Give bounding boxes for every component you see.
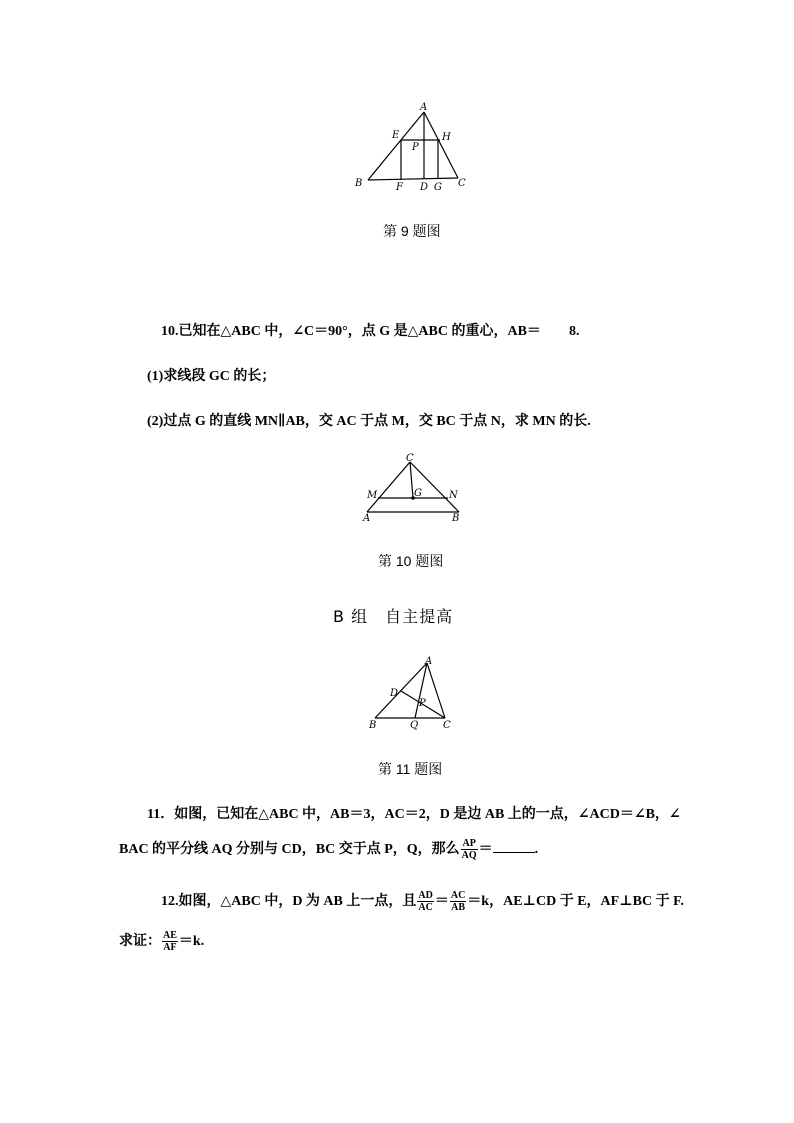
q10-part-2: (2)过点 G 的直线 MN∥AB，交 AC 于点 M，交 BC 于点 N，求 MN 的长. xyxy=(147,414,591,429)
fig10-side-ca xyxy=(367,462,410,512)
q11-line-1: 11．如图，已知在△ABC 中，AB＝3，AC＝2，D 是边 AB 上的一点，∠ACD＝∠B，∠ xyxy=(147,807,681,822)
fig9-side-bc xyxy=(368,178,458,180)
q10-ab-value: 8. xyxy=(568,324,580,339)
fig11-label-q: Q xyxy=(410,720,419,731)
figure-10-caption: 第 10 题图 xyxy=(378,553,444,569)
q11-fraction-ap-aq xyxy=(461,838,478,861)
fig10-label-g: G xyxy=(414,488,422,499)
fig11-bisector-aq xyxy=(415,663,427,718)
fig10-label-c: C xyxy=(406,453,414,464)
q11-frac-denominator: AQ xyxy=(461,850,477,862)
figure-9-diagram xyxy=(350,100,470,195)
q11-text-2: BAC 的平分线 AQ 分别与 CD，BC 交于点 P，Q，那么 xyxy=(119,842,460,857)
fig9-label-c: C xyxy=(458,178,466,189)
q10-part-1: (1)求线段 GC 的长； xyxy=(147,369,276,384)
fig11-label-p: P xyxy=(419,698,426,709)
fig9-label-f: F xyxy=(396,182,403,193)
q12-text-2b: ＝k. xyxy=(178,934,205,949)
figure-9-caption: 第 9 题图 xyxy=(383,223,441,239)
q11-equals: ＝ xyxy=(478,842,493,857)
q11-frac-numerator: AP xyxy=(462,838,476,850)
q11-answer-blank[interactable] xyxy=(493,840,535,853)
q12-text-1: 12.如图，△ABC 中，D 为 AB 上一点，且 xyxy=(161,894,417,909)
q12-fraction-ae-af xyxy=(162,930,178,953)
q12-line-1 xyxy=(161,890,684,913)
q12-frac1-denominator: AC xyxy=(418,902,433,914)
q12-equals-1: ＝ xyxy=(434,894,449,909)
q12-frac1-numerator: AD xyxy=(418,890,433,902)
q12-prove-label: 求证： xyxy=(119,934,161,949)
fig9-label-d: D xyxy=(420,182,429,193)
fig10-label-b: B xyxy=(452,513,460,524)
fig11-side-ac xyxy=(427,663,445,718)
fig11-label-d: D xyxy=(390,688,399,699)
q12-frac3-numerator: AE xyxy=(163,930,177,942)
fig9-label-e: E xyxy=(392,130,400,141)
fig9-label-a: A xyxy=(420,102,428,113)
q12-frac2-numerator: AC xyxy=(450,890,466,902)
fig10-side-cb xyxy=(410,462,459,512)
fig10-label-n: N xyxy=(449,490,458,501)
q10-text: 10.已知在△ABC 中，∠C＝90°，点 G 是△ABC 的重心，AB＝ xyxy=(161,324,541,339)
q12-line-2 xyxy=(119,930,204,953)
figure-11-caption: 第 11 题图 xyxy=(378,761,443,777)
fig11-side-ab xyxy=(375,663,427,718)
section-heading: B 组 自主提高 xyxy=(333,607,454,626)
fig11-label-a: A xyxy=(425,656,433,667)
fig11-label-c: C xyxy=(443,720,451,731)
q12-frac3-denominator: AF xyxy=(163,942,177,954)
figure-11-diagram xyxy=(365,655,460,735)
fig10-segment-cg xyxy=(410,462,413,498)
fig10-label-a: A xyxy=(363,513,371,524)
fig9-label-h: H xyxy=(442,132,451,143)
fig11-label-b: B xyxy=(369,720,377,731)
q12-frac2-denominator: AB xyxy=(451,902,466,914)
q11-line-2 xyxy=(119,838,538,861)
q12-fraction-ad-ac xyxy=(417,890,433,913)
fig9-label-p: P xyxy=(412,142,419,153)
fig10-label-m: M xyxy=(367,490,378,501)
fig9-label-g: G xyxy=(434,182,442,193)
fig9-label-b: B xyxy=(355,178,363,189)
fig9-side-ac xyxy=(424,112,458,178)
q11-period: . xyxy=(534,842,539,857)
figure-10-diagram xyxy=(355,452,470,524)
q12-text-1b: ＝k，AE⊥CD 于 E，AF⊥BC 于 F. xyxy=(467,894,684,909)
q12-fraction-ac-ab xyxy=(450,890,466,913)
q10-line-1 xyxy=(161,320,579,340)
